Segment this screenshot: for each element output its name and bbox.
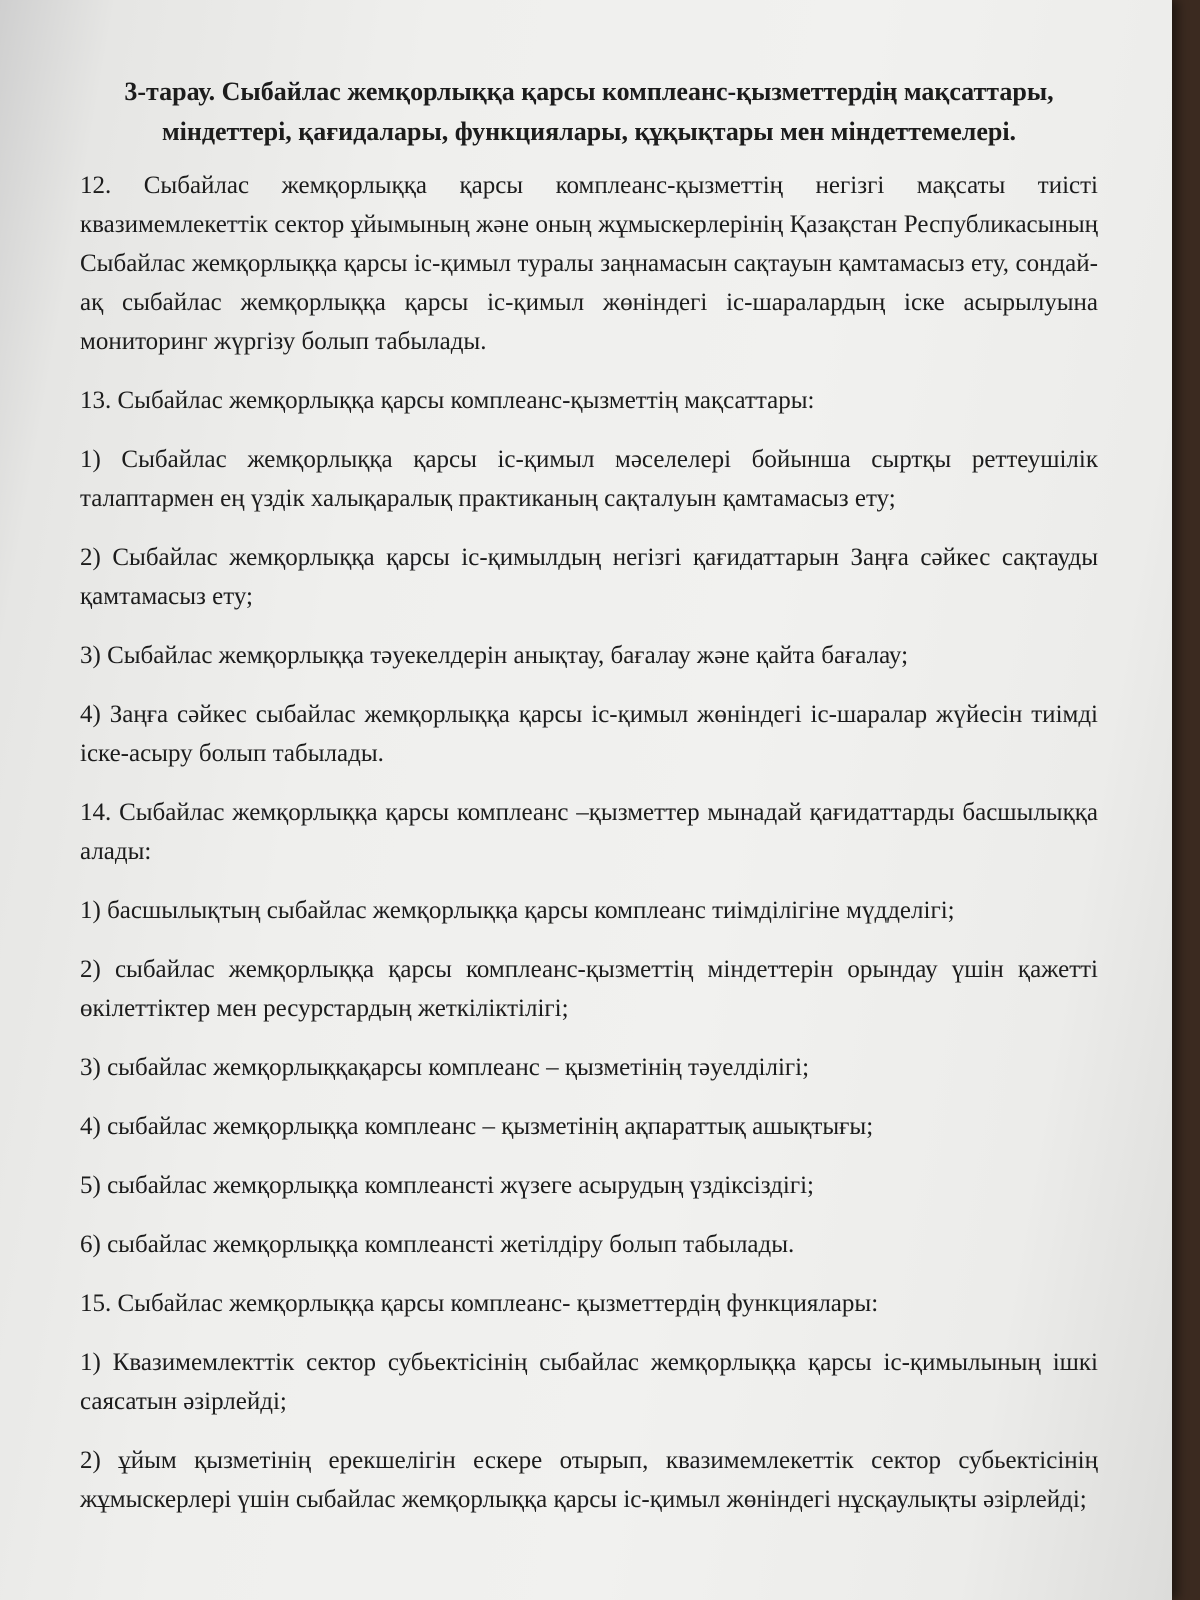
paragraph-14-item-4: 4) сыбайлас жемқорлыққа комплеанс – қызметінің ақпараттық ашықтығы; (80, 1113, 874, 1140)
paragraph-15-item-2: 2) ұйым қызметінің ерекшелігін ескере отырып, квазимемлекеттік сектор субьектісінің жұмыскерлері үшін сыбайлас жемқорлыққа қарсы іс-қимыл жөніндегі нұсқаулықты әзірлейді; (80, 1447, 1098, 1513)
paragraph-15-item-1: 1) Квазимемлекттік сектор субьектісінің сыбайлас жемқорлыққа қарсы іс-қимылының ішкі саясатын әзірлейді; (80, 1349, 1098, 1415)
paragraph-14-item-6: 6) сыбайлас жемқорлыққа комплеансті жетілдіру болып табылады. (80, 1231, 795, 1258)
paragraph-15: 15. Сыбайлас жемқорлыққа қарсы комплеанс- қызметтердің функциялары: (80, 1290, 879, 1317)
paragraph-12: 12. Сыбайлас жемқорлыққа қарсы комплеанс-қызметтің негізгі мақсаты тиісті квазимемлекеттік сектор ұйымының және оның жұмыскерлерінің Қазақстан Республикасының Сыбайлас жемқорлыққа қарсы іс-қимыл туралы заңнамасын сақтауын қамтамасыз ету, сондай-ақ сыбайлас жемқорлыққа қарсы іс-қимыл жөніндегі іс-шаралардың іске асырылуына мониторинг жүргізу болып табылады. (80, 172, 1098, 355)
paragraph-13-item-3: 3) Сыбайлас жемқорлыққа тәуекелдерін анықтау, бағалау және қайта бағалау; (80, 642, 909, 669)
document-content (80, 72, 1098, 1539)
paragraph-14-item-3: 3) сыбайлас жемқорлыққақарсы комплеанс – қызметінің тәуелділігі; (80, 1054, 810, 1081)
paragraph-13-item-2: 2) Сыбайлас жемқорлыққа қарсы іс-қимылдың негізгі қағидаттарын Заңға сәйкес сақтауды қамтамасыз ету; (80, 544, 1098, 610)
paragraph-14-item-2: 2) сыбайлас жемқорлыққа қарсы комплеанс-қызметтің міндеттерін орындау үшін қажетті өкілеттіктер мен ресурстардың жеткіліктілігі; (80, 956, 1098, 1022)
paragraph-13-item-4: 4) Заңға сәйкес сыбайлас жемқорлыққа қарсы іс-қимыл жөніндегі іс-шаралар жүйесін тиімді іске-асыру болып табылады. (80, 701, 1098, 767)
chapter-heading (80, 72, 1098, 152)
chapter-heading-line-1: 3-тарау. Сыбайлас жемқорлыққа қарсы комплеанс-қызметтердің мақсаттары, (124, 77, 1054, 106)
paragraph-14-item-5: 5) сыбайлас жемқорлыққа комплеансті жүзеге асырудың үздіксіздігі; (80, 1172, 814, 1199)
paragraph-13: 13. Сыбайлас жемқорлыққа қарсы комплеанс-қызметтің мақсаттары: (80, 387, 815, 414)
chapter-heading-line-2: міндеттері, қағидалары, функциялары, құқықтары мен міндеттемелері. (161, 117, 1017, 146)
paragraph-13-item-1: 1) Сыбайлас жемқорлыққа қарсы іс-қимыл мәселелері бойынша сыртқы реттеушілік талаптармен ең үздік халықаралық практиканың сақталуын қамтамасыз ету; (80, 446, 1098, 512)
paragraph-14-item-1: 1) басшылықтың сыбайлас жемқорлыққа қарсы комплеанс тиімділігіне мүдделігі; (80, 897, 955, 924)
paragraph-14: 14. Сыбайлас жемқорлыққа қарсы комплеанс –қызметтер мынадай қағидаттарды басшылыққа алады: (80, 799, 1098, 865)
